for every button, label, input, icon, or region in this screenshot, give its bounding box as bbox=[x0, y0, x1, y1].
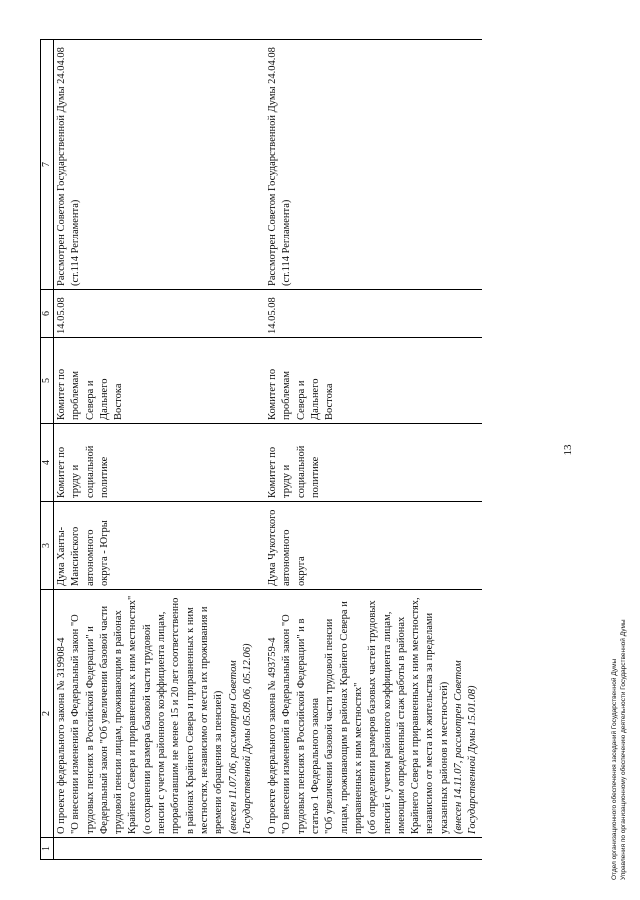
co-executor-committee: Комитет по проблемам Севера и Дальнего Востока bbox=[256, 338, 481, 424]
column-header-6: 6 bbox=[41, 290, 54, 338]
table-row bbox=[256, 40, 481, 860]
responsible-committee: Комитет по труду и социальной политике bbox=[54, 424, 257, 502]
review-date: 14.05.08 bbox=[54, 290, 257, 338]
bill-initiator: Дума Чукотского автономного округа bbox=[256, 502, 481, 590]
rotated-table-area bbox=[40, 40, 576, 860]
column-header-3: 3 bbox=[41, 502, 54, 590]
bill-description bbox=[256, 590, 481, 838]
co-executor-committee: Комитет по проблемам Севера и Дальнего Востока bbox=[54, 338, 257, 424]
bill-history: (внесен 14.11.07, рассмотрен Советом Государственной Думы 15.01.08) bbox=[453, 660, 479, 834]
column-header-4: 4 bbox=[41, 424, 54, 502]
bill-summary: (об определении размеров базовых частей трудовых пенсий с учетом районного коэффициента лицам, имеющим определенный стаж работы в районах Крайнего Севера и приравненных к ним местностях, независимо от места их жительства за пределами указанных районов и местностей) bbox=[367, 597, 450, 834]
column-header-7: 7 bbox=[41, 40, 54, 290]
bill-name: "О внесении изменений в Федеральный закон "О трудовых пенсиях в Российской Федерации" и Федеральный закон "Об увеличении базовой части трудовой пенсии лицам, проживающим в районах Крайнего Севера и приравненных к ним местностях" bbox=[70, 595, 139, 834]
row-number bbox=[256, 838, 481, 860]
bill-summary: (о сохранении размера базовой части трудовой пенсии с учетом районного коэффициента лицам, проработавшим не менее 15 и 20 лет соответственно в районах Крайнего Севера и приравненных к ним местностях, независимо от места их проживания и времени обращения за пенсией) bbox=[141, 597, 225, 834]
page-number: 13 bbox=[562, 444, 574, 456]
page-footer bbox=[610, 619, 628, 880]
bill-initiator: Дума Ханты-Мансийского автономного округа - Югры bbox=[54, 502, 257, 590]
row-number bbox=[54, 838, 257, 860]
footer-line-2: Управления по организационному обеспечению деятельности Государственной Думы bbox=[620, 619, 627, 880]
review-note: Рассмотрен Советом Государственной Думы 24.04.08 (ст.114 Регламента) bbox=[256, 40, 481, 290]
review-date: 14.05.08 bbox=[256, 290, 481, 338]
bill-title: О проекте федерального закона № 493759-4 bbox=[267, 637, 279, 834]
bill-history: (внесен 11.07.06, рассмотрен Советом Государственной Думы 05.09.06, 05.12.06) bbox=[227, 643, 253, 834]
column-header-2: 2 bbox=[41, 590, 54, 838]
bills-table bbox=[40, 39, 482, 860]
bill-name: "О внесении изменений в Федеральный закон "О трудовых пенсиях в Российской Федерации" и в статью 1 Федерального закона bbox=[281, 614, 322, 834]
column-header-1: 1 bbox=[41, 838, 54, 860]
responsible-committee: Комитет по труду и социальной политике bbox=[256, 424, 481, 502]
review-note: Рассмотрен Советом Государственной Думы 24.04.08 (ст.114 Регламента) bbox=[54, 40, 257, 290]
bill-description bbox=[54, 590, 257, 838]
column-header-5: 5 bbox=[41, 338, 54, 424]
bill-name-continued: "Об увеличении базовой части трудовой пенсии лицам, проживающим в районах Крайнего Севера и приравненных к ним местностях" bbox=[324, 601, 364, 834]
header-row bbox=[41, 40, 54, 860]
footer-line-1: Отдел организационного обеспечения заседаний Государственной Думы bbox=[611, 658, 618, 880]
table-row bbox=[54, 40, 257, 860]
bill-title: О проекте федерального закона № 319908-4 bbox=[56, 637, 67, 834]
